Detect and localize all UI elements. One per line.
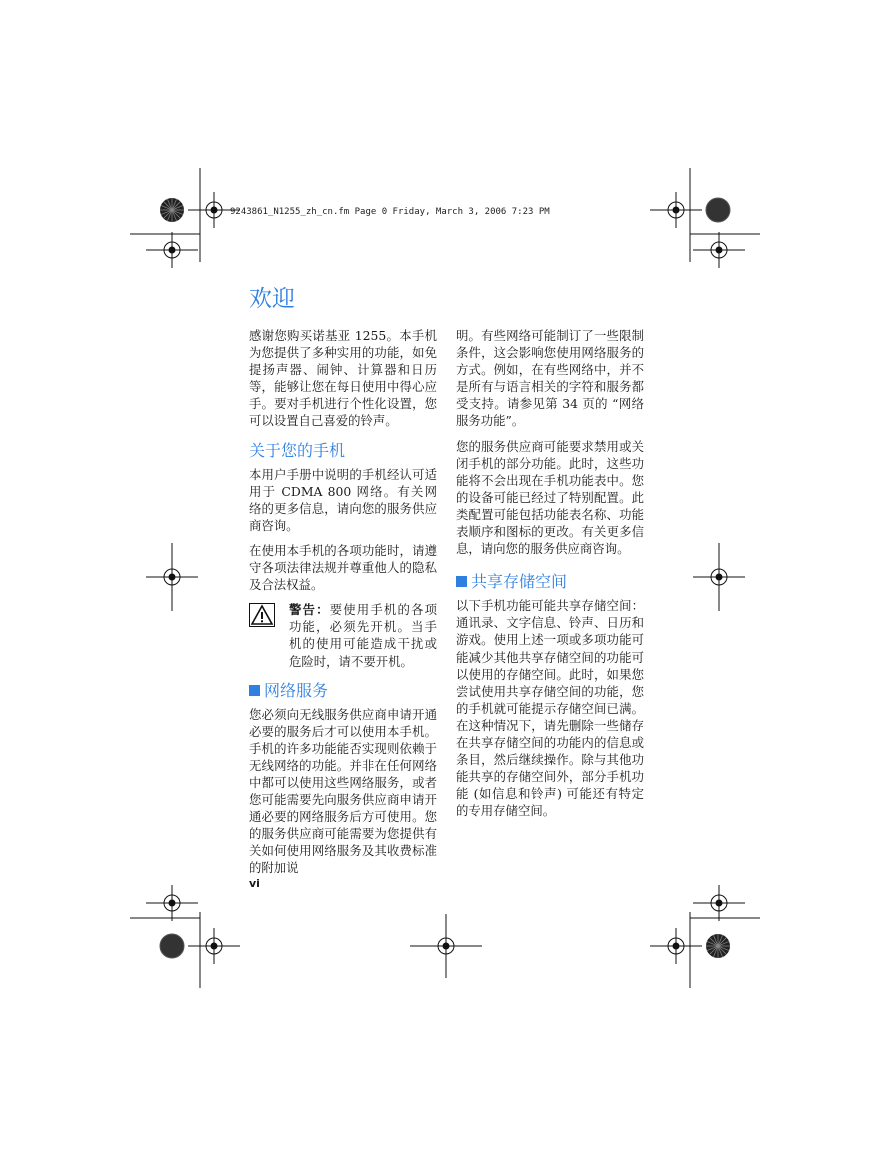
registration-mark-icon: [410, 914, 482, 978]
about-phone-paragraph-1: 本用户手册中说明的手机经认可适用于 CDMA 800 网络。有关网络的更多信息，请向您的服务供应商咨询。: [249, 466, 437, 533]
warning-note: [249, 601, 437, 669]
warning-triangle-icon: [249, 603, 275, 627]
network-services-continued: 明。有些网络可能制订了一些限制条件，这会影响您使用网络服务的方式。例如，在有些网络中，并不是所有与语言相关的字符和服务都受支持。请参见第 34 页的 “网络服务功能”。: [456, 328, 644, 429]
registration-mark-icon: [650, 928, 702, 964]
page-number: vi: [249, 877, 260, 890]
section-network-services-title: 网络服务: [264, 680, 329, 700]
section-shared-memory-title: 共享存储空间: [471, 572, 568, 592]
section-shared-memory-heading: [456, 571, 644, 593]
left-column: [249, 327, 437, 885]
section-network-services-heading: [249, 680, 437, 702]
warning-label: 警告：: [289, 602, 330, 618]
registration-mark-icon: [146, 543, 198, 611]
page-title: 欢迎: [249, 286, 295, 312]
network-services-paragraph: 您必须向无线服务供应商申请开通必要的服务后才可以使用本手机。手机的许多功能能否实现则依赖于无线网络的功能。并非在任何网络中都可以使用这些网络服务，或者您可能需要先向服务供应商申请开通必要的网络服务后方可使用。您的服务供应商可能需要为您提供有关如何使用网络服务及其收费标准的附加说: [249, 706, 437, 876]
file-slug: 9243861_N1255_zh_cn.fm Page 0 Friday, March 3, 2006 7:23 PM: [230, 207, 550, 217]
registration-mark-icon: [188, 928, 240, 964]
about-phone-paragraph-2: 在使用本手机的各项功能时，请遵守各项法律法规并尊重他人的隐私及合法权益。: [249, 542, 437, 593]
starburst-icon: [706, 934, 730, 958]
registration-mark-icon: [650, 192, 702, 228]
registration-mark-icon: [146, 885, 198, 921]
starburst-icon: [160, 934, 184, 958]
registration-mark-icon: [693, 232, 745, 268]
shared-memory-paragraph: 以下手机功能可能共享存储空间：通讯录、文字信息、铃声、日历和游戏。使用上述一项或多项功能可能减少其他共享存储空间的功能可以使用的存储空间。此时，如果您尝试使用共享存储空间的功能，您的手机就可能提示存储空间已满。在这种情况下，请先删除一些储存在共享存储空间的功能内的信息或条目，然后继续操作。除与其他功能共享的存储空间外，部分手机功能 (如信息和铃声) 可能还有特定的专用存储空间。: [456, 598, 644, 819]
registration-mark-icon: [693, 543, 745, 611]
right-column: [456, 327, 644, 827]
section-square-icon: [456, 576, 467, 587]
warning-text: 要使用手机的各项功能，必须先开机。当手机的使用可能造成干扰或危险时，请不要开机。: [289, 602, 438, 669]
intro-paragraph: 感谢您购买诺基亚 1255。本手机为您提供了多种实用的功能，如免提扬声器、闹钟、计算器和日历等，能够让您在每日使用中得心应手。要对手机进行个性化设置，您可以设置自己喜爱的铃声。: [249, 328, 437, 429]
provider-config-paragraph: 您的服务供应商可能要求禁用或关闭手机的部分功能。此时，这些功能将不会出现在手机功能表中。您的设备可能已经过了特别配置。此类配置可能包括功能表名称、功能表顺序和图标的更改。有关更多信息，请向您的服务供应商咨询。: [456, 438, 644, 557]
starburst-icon: [706, 198, 730, 222]
section-about-phone-heading: 关于您的手机: [249, 440, 346, 460]
starburst-icon: [160, 198, 184, 222]
registration-mark-icon: [693, 885, 745, 921]
section-square-icon: [249, 685, 260, 696]
registration-mark-icon: [146, 232, 198, 268]
